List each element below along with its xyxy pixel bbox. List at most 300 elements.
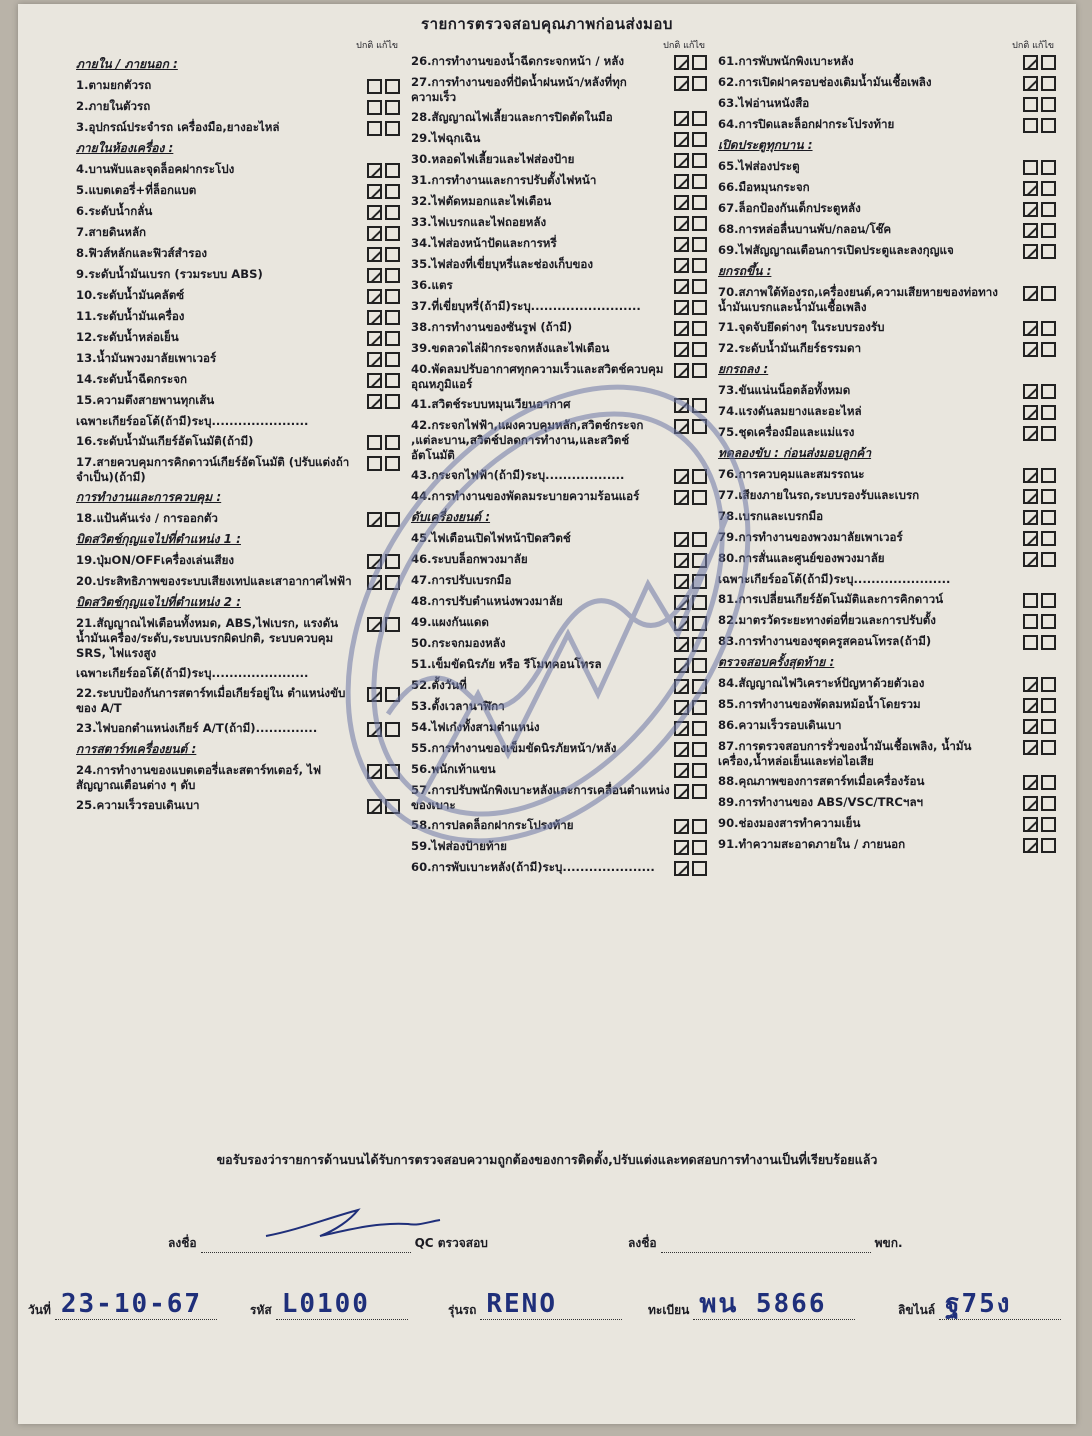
checkbox-pair <box>367 456 400 471</box>
checklist-item <box>718 383 1056 399</box>
checklist-item <box>411 110 707 126</box>
checkbox-pair <box>674 174 707 189</box>
fix-checkbox[interactable] <box>692 258 707 273</box>
fix-checkbox[interactable] <box>1041 97 1056 112</box>
fix-checkbox[interactable] <box>385 352 400 367</box>
ok-checkbox[interactable] <box>674 363 689 378</box>
ok-checkbox[interactable] <box>674 616 689 631</box>
fix-header: แก้ไข <box>683 41 705 51</box>
fix-checkbox[interactable] <box>692 840 707 855</box>
ok-checkbox[interactable] <box>674 237 689 252</box>
checklist-item <box>411 839 707 855</box>
fix-checkbox[interactable] <box>1041 118 1056 133</box>
ok-checkbox[interactable] <box>674 658 689 673</box>
checklist-item-label: 84.สัญญาณไฟวิเคราะห์ปัญหาด้วยตัวเอง <box>718 676 925 690</box>
checkbox-pair <box>367 575 400 590</box>
checklist-item <box>411 299 707 315</box>
checklist-item-label: 5.แบตเตอรี่+ที่ล็อกแบต <box>76 183 197 197</box>
checklist-item-label: 39.ขดลวดไล่ฝ้ากระจกหลังและไฟเตือน <box>411 341 610 355</box>
checklist-item <box>411 741 707 757</box>
ok-checkbox[interactable] <box>1023 552 1038 567</box>
checklist-item <box>411 236 707 252</box>
checklist-item <box>76 372 400 388</box>
checklist-item-label: 62.การเปิดฝาครอบช่องเติมน้ำมันเชื้อเพลิง <box>718 75 932 89</box>
ok-checkbox[interactable] <box>367 100 382 115</box>
fix-checkbox[interactable] <box>692 637 707 652</box>
ok-checkbox[interactable] <box>367 205 382 220</box>
fix-checkbox[interactable] <box>1041 635 1056 650</box>
fix-checkbox[interactable] <box>692 819 707 834</box>
fix-checkbox[interactable] <box>1041 202 1056 217</box>
fix-checkbox[interactable] <box>1041 160 1056 175</box>
fix-checkbox[interactable] <box>692 700 707 715</box>
ok-checkbox[interactable] <box>674 419 689 434</box>
checklist-item-label: 27.การทำงานของที่ปัดน้ำฝนหน้า/หลังที่ทุกความเร็ว <box>411 75 627 104</box>
ok-checkbox[interactable] <box>674 153 689 168</box>
ok-checkbox[interactable] <box>367 575 382 590</box>
ok-checkbox[interactable] <box>1023 531 1038 546</box>
ok-checkbox[interactable] <box>674 553 689 568</box>
checklist-item-label: 26.การทำงานของน้ำฉีดกระจกหน้า / หลัง <box>411 54 625 68</box>
ok-checkbox[interactable] <box>674 216 689 231</box>
ok-checkbox[interactable] <box>1023 740 1038 755</box>
fix-checkbox[interactable] <box>385 456 400 471</box>
checkbox-pair <box>367 687 400 702</box>
fix-checkbox[interactable] <box>385 289 400 304</box>
checkbox-pair <box>1023 614 1056 629</box>
checklist-item-label: 46.ระบบล็อกพวงมาลัย <box>411 552 528 566</box>
ok-checkbox[interactable] <box>1023 223 1038 238</box>
fix-checkbox[interactable] <box>1041 76 1056 91</box>
checkbox-pair <box>1023 552 1056 567</box>
fix-checkbox[interactable] <box>385 575 400 590</box>
fix-checkbox[interactable] <box>385 163 400 178</box>
fix-checkbox[interactable] <box>692 679 707 694</box>
fix-checkbox[interactable] <box>692 721 707 736</box>
fix-checkbox[interactable] <box>1041 838 1056 853</box>
ok-checkbox[interactable] <box>1023 55 1038 70</box>
checklist-item-label: 53.ตั้งเวลานาฬิกา <box>411 699 505 713</box>
ok-checkbox[interactable] <box>1023 468 1038 483</box>
checklist-item <box>411 341 707 357</box>
ok-checkbox[interactable] <box>367 226 382 241</box>
page-title: รายการตรวจสอบคุณภาพก่อนส่งมอบ <box>421 15 673 33</box>
checklist-item <box>76 574 400 590</box>
fix-checkbox[interactable] <box>692 742 707 757</box>
fix-checkbox[interactable] <box>1041 321 1056 336</box>
fix-checkbox[interactable] <box>385 205 400 220</box>
checklist-item-label: 64.การปิดและล็อกฝากระโปรงท้าย <box>718 117 895 131</box>
checkbox-pair <box>674 679 707 694</box>
ok-checkbox[interactable] <box>367 764 382 779</box>
ok-checkbox[interactable] <box>1023 202 1038 217</box>
checkbox-pair <box>367 554 400 569</box>
checkbox-pair <box>674 321 707 336</box>
fix-checkbox[interactable] <box>1041 677 1056 692</box>
ok-checkbox[interactable] <box>367 722 382 737</box>
checkbox-pair <box>674 616 707 631</box>
fix-checkbox[interactable] <box>1041 181 1056 196</box>
ok-checkbox[interactable] <box>367 456 382 471</box>
checkbox-pair <box>674 153 707 168</box>
checklist-item-label: 87.การตรวจสอบการรั่วของน้ำมันเชื้อเพลิง, น้ำมันเครื่อง,น้ำหล่อเย็นและท่อไอเสีย <box>718 739 972 768</box>
fix-checkbox[interactable] <box>1041 244 1056 259</box>
checklist-item <box>411 531 707 547</box>
ok-checkbox[interactable] <box>674 532 689 547</box>
checkbox-pair <box>367 373 400 388</box>
fix-checkbox[interactable] <box>692 153 707 168</box>
fix-checkbox[interactable] <box>385 512 400 527</box>
fix-checkbox[interactable] <box>1041 223 1056 238</box>
ok-checkbox[interactable] <box>1023 160 1038 175</box>
checkbox-pair <box>674 216 707 231</box>
fix-checkbox[interactable] <box>692 363 707 378</box>
ok-checkbox[interactable] <box>674 679 689 694</box>
ok-checkbox[interactable] <box>1023 817 1038 832</box>
checkbox-pair <box>674 840 707 855</box>
fix-checkbox[interactable] <box>692 321 707 336</box>
checklist-item-label: 21.สัญญาณไฟเตือนทั้งหมด, ABS,ไฟเบรก, แรงดันน้ำมันเครื่อง/ระดับ,ระบบเบรกผิดปกติ, ระบบควบคุม SRS, ไฟแรงสูง <box>76 616 339 660</box>
fix-checkbox[interactable] <box>1041 698 1056 713</box>
checklist-item <box>411 594 707 610</box>
checkbox-pair <box>674 363 707 378</box>
ok-checkbox[interactable] <box>1023 384 1038 399</box>
ok-checkbox[interactable] <box>1023 97 1038 112</box>
ok-header: ปกติ <box>663 41 681 51</box>
checklist-item <box>411 783 707 813</box>
section-heading: ภายใน / ภายนอก : <box>76 57 178 71</box>
fix-checkbox[interactable] <box>692 532 707 547</box>
ok-checkbox[interactable] <box>674 195 689 210</box>
checklist-item-label: 56.พนักเท้าแขน <box>411 762 496 776</box>
ok-checkbox[interactable] <box>674 258 689 273</box>
checklist-item-label: 43.กระจกไฟฟ้า(ถ้ามี)ระบุ.................. <box>411 468 625 482</box>
ok-checkbox[interactable] <box>674 819 689 834</box>
ok-checkbox[interactable] <box>367 268 382 283</box>
ok-checkbox[interactable] <box>367 394 382 409</box>
fix-checkbox[interactable] <box>1041 468 1056 483</box>
fix-checkbox[interactable] <box>692 469 707 484</box>
section-heading: บิดสวิตช์กุญแจไปที่ตำแหน่ง 2 : <box>76 595 241 609</box>
checklist-item-label: 76.การควบคุมและสมรรถนะ <box>718 467 865 481</box>
vehicle-record <box>28 1286 1076 1326</box>
ok-checkbox[interactable] <box>1023 698 1038 713</box>
model-label: รุ่นรถ <box>448 1303 477 1317</box>
checklist-item <box>718 96 1056 112</box>
ok-checkbox[interactable] <box>674 398 689 413</box>
fix-checkbox[interactable] <box>692 342 707 357</box>
ok-checkbox[interactable] <box>674 279 689 294</box>
checklist-item-label: 12.ระดับน้ำหล่อเย็น <box>76 330 179 344</box>
fix-checkbox[interactable] <box>385 617 400 632</box>
column-header <box>718 38 1056 54</box>
ok-checkbox[interactable] <box>674 861 689 876</box>
fix-checkbox[interactable] <box>692 763 707 778</box>
ok-checkbox[interactable] <box>367 289 382 304</box>
checklist-item-label: 13.น้ำมันพวงมาลัยเพาเวอร์ <box>76 351 217 365</box>
checkbox-pair <box>1023 160 1056 175</box>
checkbox-pair <box>674 490 707 505</box>
ok-checkbox[interactable] <box>367 331 382 346</box>
ok-checkbox[interactable] <box>674 490 689 505</box>
fix-checkbox[interactable] <box>692 574 707 589</box>
ok-checkbox[interactable] <box>674 342 689 357</box>
checklist-item-label: 65.ไฟส่องประตู <box>718 159 800 173</box>
fix-checkbox[interactable] <box>385 79 400 94</box>
fix-checkbox[interactable] <box>1041 817 1056 832</box>
fix-checkbox[interactable] <box>692 132 707 147</box>
fix-checkbox[interactable] <box>385 554 400 569</box>
ok-checkbox[interactable] <box>1023 614 1038 629</box>
fix-checkbox[interactable] <box>692 111 707 126</box>
checklist-item-label: 60.การพับเบาะหลัง(ถ้ามี)ระบุ..................... <box>411 860 655 874</box>
checklist-item <box>411 699 707 715</box>
fix-checkbox[interactable] <box>692 216 707 231</box>
checklist-item-label: 23.ไฟบอกตำแหน่งเกียร์ A/T(ถ้ามี).............. <box>76 721 318 735</box>
checklist-item-label: 3.อุปกรณ์ประจำรถ เครื่องมือ,ยางอะไหล่ <box>76 120 280 134</box>
ok-checkbox[interactable] <box>367 554 382 569</box>
checklist-item <box>76 225 400 241</box>
code-value: L0100 <box>276 1289 408 1320</box>
section-heading: ดับเครื่องยนต์ : <box>411 510 491 524</box>
ok-checkbox[interactable] <box>367 121 382 136</box>
ok-checkbox[interactable] <box>1023 677 1038 692</box>
fix-checkbox[interactable] <box>692 300 707 315</box>
ok-checkbox[interactable] <box>1023 76 1038 91</box>
fix-checkbox[interactable] <box>692 237 707 252</box>
checklist-item <box>718 613 1056 629</box>
checklist-item <box>76 78 400 94</box>
fix-checkbox[interactable] <box>1041 796 1056 811</box>
ok-checkbox[interactable] <box>367 373 382 388</box>
checkbox-pair <box>1023 97 1056 112</box>
fix-checkbox[interactable] <box>385 687 400 702</box>
ok-checkbox[interactable] <box>674 763 689 778</box>
ok-checkbox[interactable] <box>674 637 689 652</box>
ok-checkbox[interactable] <box>367 310 382 325</box>
checklist-item-label: 34.ไฟส่องหน้าปัดและการหรี่ <box>411 236 557 250</box>
fix-checkbox[interactable] <box>692 658 707 673</box>
ok-checkbox[interactable] <box>1023 796 1038 811</box>
fix-checkbox[interactable] <box>692 76 707 91</box>
checkbox-pair <box>674 574 707 589</box>
checklist-item-label: 33.ไฟเบรกและไฟถอยหลัง <box>411 215 547 229</box>
ok-checkbox[interactable] <box>674 721 689 736</box>
fix-checkbox[interactable] <box>1041 426 1056 441</box>
fix-checkbox[interactable] <box>1041 55 1056 70</box>
sign-label: ลงชื่อ <box>168 1236 197 1250</box>
checklist-item <box>718 816 1056 832</box>
section-heading: ยกรถลง : <box>718 362 769 376</box>
ok-checkbox[interactable] <box>1023 342 1038 357</box>
ok-checkbox[interactable] <box>674 595 689 610</box>
checklist-item-label: 71.จุดจับยึดต่างๆ ในระบบรองรับ <box>718 320 885 334</box>
checklist-item <box>411 720 707 736</box>
checklist-item-label: 49.แผงกันแดด <box>411 615 489 629</box>
ok-checkbox[interactable] <box>367 617 382 632</box>
checklist-item-label: 91.ทำความสะอาดภายใน / ภายนอก <box>718 837 906 851</box>
fix-checkbox[interactable] <box>1041 740 1056 755</box>
fix-checkbox[interactable] <box>385 247 400 262</box>
fix-checkbox[interactable] <box>385 268 400 283</box>
ok-checkbox[interactable] <box>674 574 689 589</box>
ok-checkbox[interactable] <box>367 163 382 178</box>
checklist-item-label: 86.ความเร็วรอบเดินเบา <box>718 718 842 732</box>
checklist-item-label: 28.สัญญาณไฟเลี้ยวและการปิดตัดในมือ <box>411 110 613 124</box>
ok-checkbox[interactable] <box>674 300 689 315</box>
fix-checkbox[interactable] <box>692 490 707 505</box>
fix-checkbox[interactable] <box>1041 552 1056 567</box>
fix-checkbox[interactable] <box>385 100 400 115</box>
fix-checkbox[interactable] <box>385 764 400 779</box>
checkbox-pair <box>367 512 400 527</box>
checklist-item <box>411 657 707 673</box>
ok-checkbox[interactable] <box>367 687 382 702</box>
ok-checkbox[interactable] <box>674 742 689 757</box>
fix-checkbox[interactable] <box>692 595 707 610</box>
ok-checkbox[interactable] <box>367 512 382 527</box>
checkbox-pair <box>1023 740 1056 755</box>
checkbox-pair <box>1023 468 1056 483</box>
checklist-item <box>718 739 1056 769</box>
ok-checkbox[interactable] <box>674 76 689 91</box>
ok-checkbox[interactable] <box>1023 426 1038 441</box>
checklist-item <box>718 180 1056 196</box>
ok-checkbox[interactable] <box>367 184 382 199</box>
fix-checkbox[interactable] <box>1041 510 1056 525</box>
ok-checkbox[interactable] <box>367 435 382 450</box>
ok-checkbox[interactable] <box>1023 510 1038 525</box>
fix-checkbox[interactable] <box>385 121 400 136</box>
checklist-item-label: 81.การเปลี่ยนเกียร์อัตโนมัติและการคิกดาวน์ <box>718 592 944 606</box>
checklist-item <box>718 201 1056 217</box>
ok-checkbox[interactable] <box>674 469 689 484</box>
fix-checkbox[interactable] <box>692 398 707 413</box>
ok-checkbox[interactable] <box>1023 118 1038 133</box>
ok-checkbox[interactable] <box>674 784 689 799</box>
checklist-item-label: 74.แรงดันลมยางและอะไหล่ <box>718 404 862 418</box>
checklist-item-label: 72.ระดับน้ำมันเกียร์ธรรมดา <box>718 341 862 355</box>
ok-checkbox[interactable] <box>1023 593 1038 608</box>
ok-checkbox[interactable] <box>674 132 689 147</box>
fix-checkbox[interactable] <box>692 861 707 876</box>
checkbox-pair <box>367 184 400 199</box>
column-2 <box>411 38 707 881</box>
fix-checkbox[interactable] <box>692 279 707 294</box>
ok-checkbox[interactable] <box>674 700 689 715</box>
checkbox-pair <box>674 237 707 252</box>
ok-checkbox[interactable] <box>1023 489 1038 504</box>
fix-checkbox[interactable] <box>1041 719 1056 734</box>
fix-checkbox[interactable] <box>1041 489 1056 504</box>
fix-checkbox[interactable] <box>385 184 400 199</box>
fix-checkbox[interactable] <box>1041 286 1056 301</box>
checklist-item <box>718 467 1056 483</box>
fix-checkbox[interactable] <box>1041 384 1056 399</box>
pdi-label: พขก. <box>874 1236 903 1250</box>
fix-checkbox[interactable] <box>692 195 707 210</box>
ok-checkbox[interactable] <box>367 799 382 814</box>
plate-label: ทะเบียน <box>648 1303 690 1317</box>
checkbox-pair <box>674 721 707 736</box>
ok-checkbox[interactable] <box>1023 405 1038 420</box>
checkbox-pair <box>367 100 400 115</box>
ok-checkbox[interactable] <box>367 79 382 94</box>
fix-checkbox[interactable] <box>692 553 707 568</box>
checkbox-pair <box>1023 405 1056 420</box>
fix-checkbox[interactable] <box>1041 614 1056 629</box>
fix-checkbox[interactable] <box>692 784 707 799</box>
fix-header: แก้ไข <box>376 41 398 51</box>
ok-checkbox[interactable] <box>674 55 689 70</box>
fix-checkbox[interactable] <box>1041 593 1056 608</box>
checkbox-pair <box>674 76 707 91</box>
ok-checkbox[interactable] <box>674 840 689 855</box>
checklist-item-label: 47.การปรับเบรกมือ <box>411 573 512 587</box>
fix-checkbox[interactable] <box>692 419 707 434</box>
checklist-item-label: 30.หลอดไฟเลี้ยวและไฟส่องป้าย <box>411 152 575 166</box>
checklist-item <box>411 362 707 392</box>
ok-checkbox[interactable] <box>1023 775 1038 790</box>
checklist-item <box>718 488 1056 504</box>
fix-checkbox[interactable] <box>692 616 707 631</box>
ok-checkbox[interactable] <box>367 247 382 262</box>
ok-checkbox[interactable] <box>1023 838 1038 853</box>
ok-checkbox[interactable] <box>1023 244 1038 259</box>
checkbox-pair <box>674 637 707 652</box>
fix-checkbox[interactable] <box>385 799 400 814</box>
ok-checkbox[interactable] <box>1023 635 1038 650</box>
fix-checkbox[interactable] <box>692 55 707 70</box>
ok-checkbox[interactable] <box>1023 321 1038 336</box>
fix-checkbox[interactable] <box>1041 405 1056 420</box>
fix-checkbox[interactable] <box>385 394 400 409</box>
ok-checkbox[interactable] <box>367 352 382 367</box>
ok-checkbox[interactable] <box>674 174 689 189</box>
column-header <box>411 38 707 54</box>
checklist-item <box>411 75 707 105</box>
ok-checkbox[interactable] <box>1023 286 1038 301</box>
fix-checkbox[interactable] <box>385 310 400 325</box>
checklist-item <box>76 351 400 367</box>
checklist-item-label: 35.ไฟส่องที่เขี่ยบุหรี่และช่องเก็บของ <box>411 257 594 271</box>
checklist-item <box>718 676 1056 692</box>
ok-checkbox[interactable] <box>1023 181 1038 196</box>
checklist-item <box>718 837 1056 853</box>
fix-checkbox[interactable] <box>385 331 400 346</box>
column-3 <box>718 38 1056 858</box>
checkbox-pair <box>674 55 707 70</box>
checklist-item <box>411 397 707 413</box>
fix-checkbox[interactable] <box>1041 775 1056 790</box>
ok-checkbox[interactable] <box>674 321 689 336</box>
checklist-item <box>411 489 707 505</box>
checklist-item-label: 90.ช่องมองสารทำความเย็น <box>718 816 861 830</box>
fix-checkbox[interactable] <box>1041 342 1056 357</box>
checklist-item <box>411 54 707 70</box>
checkbox-pair <box>1023 775 1056 790</box>
checkbox-pair <box>367 310 400 325</box>
fix-checkbox[interactable] <box>385 435 400 450</box>
fix-checkbox[interactable] <box>385 722 400 737</box>
checklist-item <box>76 666 400 681</box>
fix-checkbox[interactable] <box>385 373 400 388</box>
fix-checkbox[interactable] <box>692 174 707 189</box>
fix-checkbox[interactable] <box>1041 531 1056 546</box>
ok-checkbox[interactable] <box>1023 719 1038 734</box>
fix-checkbox[interactable] <box>385 226 400 241</box>
ok-checkbox[interactable] <box>674 111 689 126</box>
